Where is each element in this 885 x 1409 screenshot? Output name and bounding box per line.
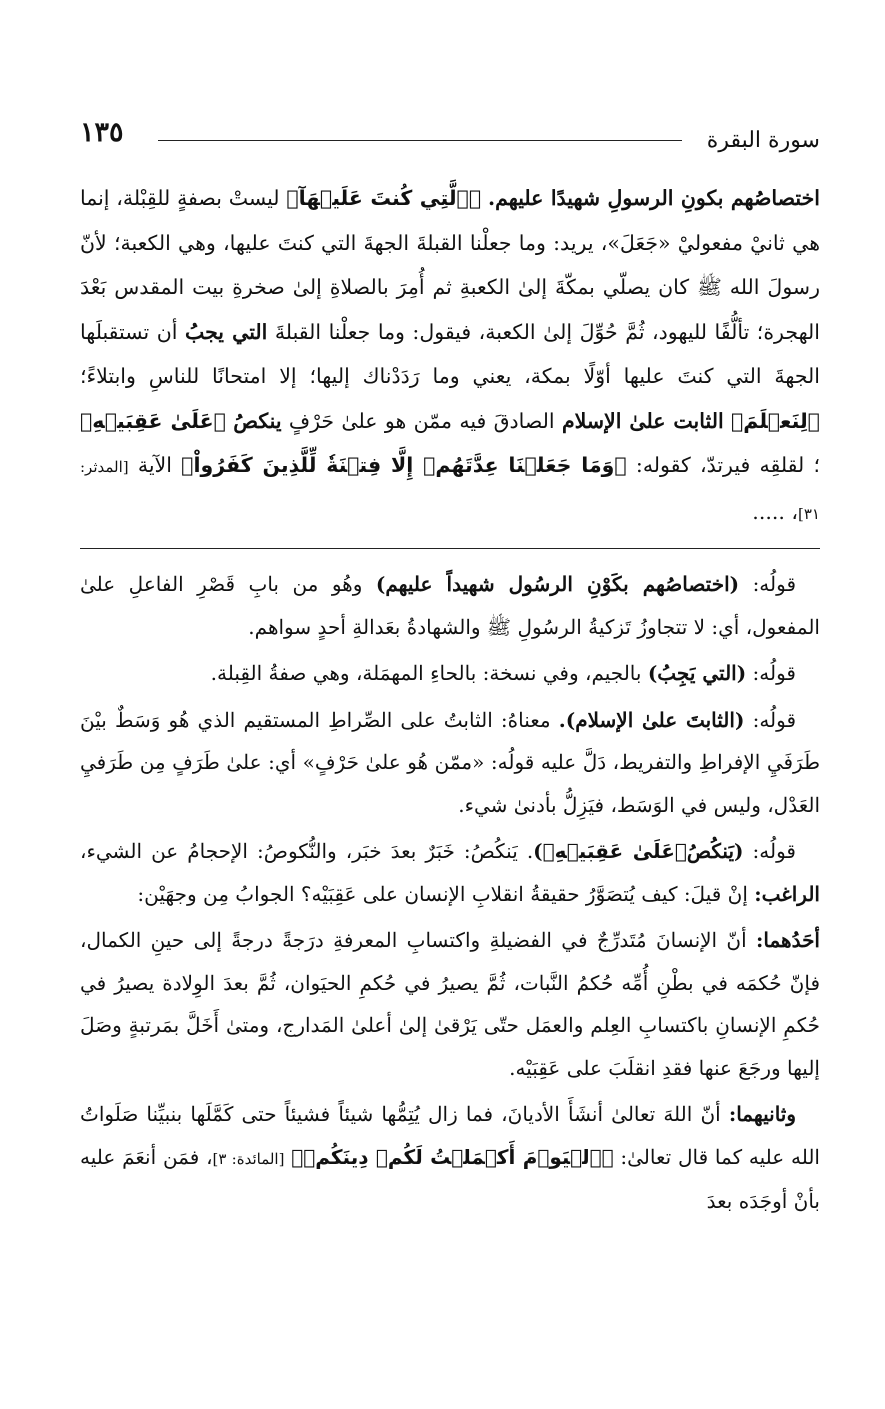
text-span: الصادقَ فيه ممّن هو علىٰ حَرْفٍ <box>288 408 555 433</box>
text-span: أنّ الإنسانَ مُتَدرِّجٌ في الفضيلةِ واكتسابِ المعرفةِ درَجةً درجةً إلى حينِ الكمال، فإنّ حُكمَه في بطْنِ أُمِّه حُكمُ النَّبات، ثُمَّ يصيرُ في حُكمِ الحيَوان، ثُمَّ بعدَ الوِلادة يصيرُ في حُكمِ الإنسانِ باكتسابِ العِلم والعمَل حتّى يَرْقىٰ إلىٰ أعلىٰ المَدارج، ومتىٰ أَخَلَّ بمَرتبةٍ وصَلَ إليها ورجَعَ عنها فقدِ انقلَبَ على عَقِبَيْه. <box>80 928 820 1080</box>
bold-phrase: وثانيهما: <box>728 1102 797 1126</box>
quran-quote: ﴿لِنَعۡلَمَ﴾ <box>730 408 820 433</box>
bold-phrase: الثابت علىٰ الإسلام <box>561 408 724 433</box>
bold-phrase: (يَنكُصُ <box>686 839 744 863</box>
commentary-paragraph <box>80 1093 820 1223</box>
text-span: معناهُ: الثابتُ على الصِّراطِ المستقيم الذي هُو وَسَطٌ بيْنَ طَرَفَيِ الإفراطِ والتفريط، دَلَّ عليه قولُه: «ممّن هُو علىٰ حَرْفٍ» أي: علىٰ طَرَفٍ مِن طَرَفيِ العَدْل، وليس في الوَسَط، فيَزِلُّ بأدنىٰ شيء. <box>80 707 820 817</box>
page-number: ١٣٥ <box>80 117 124 148</box>
bold-phrase: ينكصُ <box>233 408 282 433</box>
bold-phrase: ) <box>533 839 543 863</box>
text-span: أن تستقبلَها الجهةَ التي كنتَ عليها أوّلًا بمكة، يعني وما رَدَدْناك إليها؛ إلا امتحانًا للناسِ وابتلاءً؛ <box>80 319 820 388</box>
page-header <box>80 118 820 164</box>
running-header-surah-name: سورة البقرة <box>706 128 820 153</box>
book-page <box>80 118 820 1227</box>
text-span: قولُه: <box>752 661 796 685</box>
bold-phrase: الراغب: <box>754 881 820 906</box>
text-span: الآية <box>137 453 172 477</box>
text-span: بالجيم، وفي نسخة: بالحاءِ المهمَلة، وهي صفةُ القِبلة. <box>210 661 642 685</box>
text-span: أنّ اللهَ تعالىٰ أنشَأَ الأديانَ، فما زال يُتِمُّها شيئاً فشيئاً حتى كَمَّلَها بنبيِّنا صَلَواتُ الله عليه كما قال تعالىٰ: <box>80 1102 820 1169</box>
text-span: قولُه: <box>752 707 797 732</box>
bold-phrase: (اختصاصُهم بكَوْنِ الرسُول شهيداً عليهم) <box>375 572 740 596</box>
quran-quote: ﴿عَلَىٰ عَقِبَيۡهِ﴾ <box>542 839 687 863</box>
text-span: وهُو من بابِ قَصْرِ الفاعلِ علىٰ المفعول، أي: لا تتجاوزُ تَزكيةُ الرسُولِ ﷺ والشهادةُ بعَدالةِ أحدٍ سواهم. <box>80 572 820 639</box>
verse-reference: [المدثر: ٣١] <box>80 458 820 523</box>
commentary-separator <box>80 548 820 549</box>
main-paragraph <box>80 176 820 536</box>
commentary <box>80 563 820 1223</box>
quran-quote: ﴿ٱلَّتِي كُنتَ عَلَيۡهَآ﴾ <box>286 186 482 210</box>
commentary-paragraph <box>80 563 820 648</box>
commentary-paragraph <box>80 830 820 915</box>
text-span: ، ..... <box>752 499 799 524</box>
text-span: . يَنكُصُ: خَبَرٌ بعدَ خبَر، والنُّكوصُ: الإحجامُ عن الشيء، <box>80 839 534 863</box>
commentary-paragraph <box>80 699 820 827</box>
text-span: ؛ لقلقِه فيرتدّ، كقوله: <box>635 453 820 477</box>
main-text <box>80 176 820 536</box>
text-span: ، فمَن أنعَمَ عليه بأنْ أوجَدَه بعدَ <box>80 1144 820 1213</box>
quran-quote: ﴿عَلَىٰ عَقِبَيۡهِ﴾ <box>80 408 226 433</box>
bold-phrase: أحَدُهما: <box>755 928 820 952</box>
text-span: قولُه: <box>752 572 797 596</box>
text-span: ليستْ بصفةٍ للقِبْلة، إنما هي ثانيْ مفعوليْ «جَعَلَ»، يريد: وما جعلْنا القبلةَ الجهةَ التي كنتَ عليها، وهي الكعبة؛ لأنّ رسولَ الله ﷺ كان يصلّي بمكّةَ إلىٰ الكعبةِ ثم أُمِرَ بالصلاةِ إلىٰ صخرةِ بيت المقدس بَعْدَ الهجرة؛ تألُّفًا لليهود، ثُمَّ حُوِّلَ إلىٰ الكعبة، فيقول: وما جعلْنا القبلةَ <box>80 186 820 344</box>
bold-phrase: التي يجبُ <box>184 319 268 344</box>
bold-phrase: اختصاصُهم بكونِ الرسولِ شهيدًا عليهم. <box>487 186 820 210</box>
quran-quote: ﴿ٱلۡيَوۡمَ أَكۡمَلۡتُ لَكُمۡ دِينَكُمۡ﴾ <box>291 1144 614 1169</box>
bold-phrase: (الثابتَ علىٰ الإسلام). <box>558 707 745 732</box>
header-rule <box>158 140 682 141</box>
quran-quote: ﴿وَمَا جَعَلۡنَا عِدَّتَهُمۡ إِلَّا فِتۡنَةٗ لِّلَّذِينَ كَفَرُواْ﴾ <box>181 453 627 477</box>
commentary-paragraph <box>80 652 820 695</box>
text-span: إنْ قيلَ: كيف يُتصَوَّرُ حقيقةُ انقلابِ الإنسان على عَقِبَيْه؟ الجوابُ مِن وجهَيْن: <box>137 881 748 906</box>
bold-phrase: (التي يَجِبُ) <box>647 661 747 685</box>
text-span: قولُه: <box>752 839 796 863</box>
commentary-paragraph <box>80 919 820 1089</box>
verse-reference: [المائدة: ٣] <box>212 1149 285 1168</box>
